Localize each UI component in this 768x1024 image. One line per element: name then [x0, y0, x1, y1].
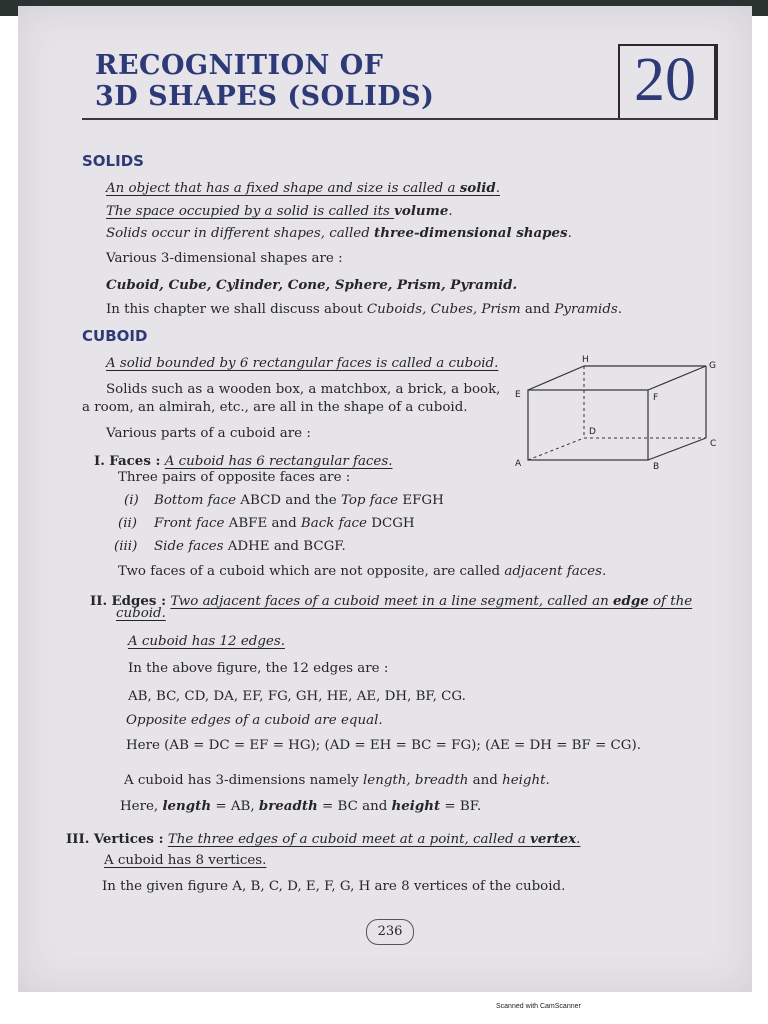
vertex-label-C: C — [710, 439, 717, 449]
vertices-heading: III. Vertices : The three edges of a cuboid meet at a point, called a vertex. — [66, 831, 581, 847]
cuboid-examples-line2: a room, an almirah, etc., are all in the shape of a cuboid. — [82, 400, 468, 415]
vertex-label-A: A — [515, 459, 522, 469]
faces-item-3: (iii) Side faces ADHE and BCGF. — [114, 539, 346, 554]
faces-pairs-intro: Three pairs of opposite faces are : — [118, 470, 351, 485]
cuboid-examples-line1: Solids such as a wooden box, a matchbox, a brick, a book, — [106, 382, 501, 397]
edges-definition-line2: cuboid. — [116, 606, 166, 621]
chapter-intro: In this chapter we shall discuss about Cuboids, Cubes, Prism and Pyramids. — [106, 302, 623, 317]
edge-BC — [648, 438, 706, 460]
three-d-shapes-definition: Solids occur in different shapes, called three-dimensional shapes. — [106, 225, 572, 241]
scanner-watermark: Scanned with CamScanner — [496, 1003, 581, 1010]
chapter-title-line2: 3D SHAPES (SOLIDS) — [95, 81, 435, 112]
edge-EH — [528, 366, 584, 390]
cuboid-front-face — [528, 390, 648, 460]
cuboid-definition: A solid bounded by 6 rectangular faces is called a cuboid. — [106, 356, 499, 371]
chapter-title — [95, 50, 434, 112]
cuboid-dimensions: A cuboid has 3-dimensions namely length, breadth and height. — [124, 773, 550, 788]
vertex-label-D: D — [589, 427, 596, 437]
section-heading-cuboid: CUBOID — [82, 327, 148, 345]
vertex-label-G: G — [709, 361, 716, 371]
edges-list: AB, BC, CD, DA, EF, FG, GH, HE, AE, DH, BF, CG. — [128, 689, 466, 704]
opposite-edges-statement: Opposite edges of a cuboid are equal. — [126, 713, 383, 728]
shapes-intro: Various 3-dimensional shapes are : — [106, 251, 343, 266]
edges-figure-intro: In the above figure, the 12 edges are : — [128, 661, 389, 676]
vertex-label-F: F — [653, 393, 659, 403]
vertices-count: A cuboid has 8 vertices. — [104, 853, 267, 868]
section-heading-solids: SOLIDS — [82, 152, 144, 170]
vertex-label-B: B — [653, 462, 660, 472]
faces-heading: I. Faces : A cuboid has 6 rectangular faces. — [94, 453, 393, 469]
chapter-title-line1: RECOGNITION OF — [95, 50, 384, 81]
shapes-list: Cuboid, Cube, Cylinder, Cone, Sphere, Prism, Pyramid. — [106, 277, 518, 293]
edges-heading: II. Edges : Two adjacent faces of a cuboid meet in a line segment, called an edge of the — [90, 593, 693, 609]
solid-definition: An object that has a fixed shape and size is called a solid. — [106, 180, 501, 196]
vertex-label-E: E — [515, 390, 521, 400]
edge-FG — [648, 366, 706, 390]
faces-item-1: (i) Bottom face ABCD and the Top face EFGH — [124, 493, 444, 508]
volume-definition: The space occupied by a solid is called its volume. — [106, 203, 453, 219]
edge-equalities: Here (AB = DC = EF = HG); (AD = EH = BC = FG); (AE = DH = BF = CG). — [126, 738, 641, 753]
edges-count: A cuboid has 12 edges. — [128, 634, 285, 649]
cuboid-figure — [510, 352, 725, 472]
cuboid-parts-intro: Various parts of a cuboid are : — [106, 426, 311, 441]
title-divider — [82, 118, 716, 120]
faces-item-2: (ii) Front face ABFE and Back face DCGH — [118, 516, 415, 531]
adjacent-faces: Two faces of a cuboid which are not opposite, are called adjacent faces. — [118, 564, 607, 579]
page-number: 236 — [366, 919, 414, 945]
hidden-edge-AD — [528, 438, 584, 460]
vertices-figure-note: In the given figure A, B, C, D, E, F, G, H are 8 vertices of the cuboid. — [102, 879, 566, 894]
dimension-assignments: Here, length = AB, breadth = BC and height = BF. — [120, 798, 482, 814]
chapter-number: 20 — [634, 46, 696, 114]
vertex-label-H: H — [582, 355, 589, 365]
